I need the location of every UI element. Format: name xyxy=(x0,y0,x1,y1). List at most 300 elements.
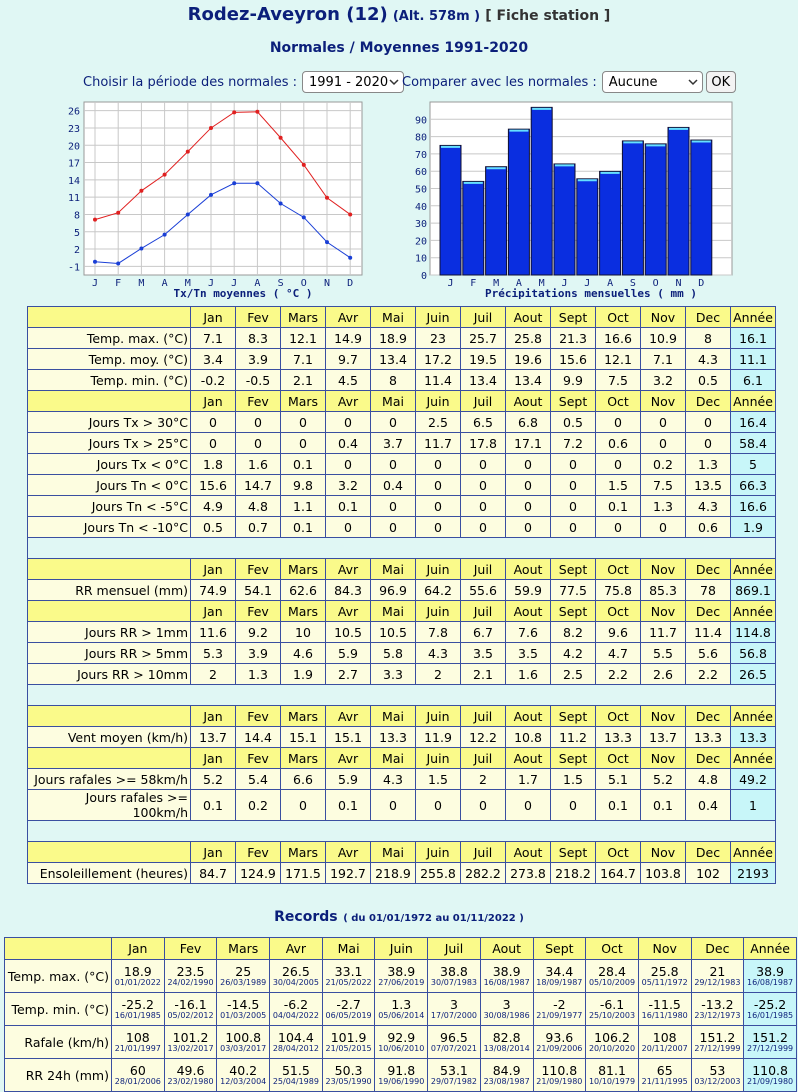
header-corner-cell xyxy=(28,391,191,412)
table-cell: 0 xyxy=(371,454,416,475)
y-tick-label: 11 xyxy=(67,193,80,205)
row-label: Ensoleillement (heures) xyxy=(28,863,191,884)
table-cell: 0 xyxy=(281,433,326,454)
compare-label: Comparer avec les normales : xyxy=(402,74,597,90)
month-header: Nov xyxy=(641,391,686,412)
record-value: 26.5 xyxy=(281,963,310,979)
header-corner-cell xyxy=(28,842,191,863)
x-tick-label: A xyxy=(515,278,522,289)
table-row xyxy=(28,790,776,821)
table-cell: 0 xyxy=(551,454,596,475)
record-value: 53.1 xyxy=(440,1062,468,1078)
month-header: Jan xyxy=(191,601,236,622)
record-cell xyxy=(691,1026,744,1059)
table-cell: 5.6 xyxy=(686,643,731,664)
month-header: Sept xyxy=(551,748,596,769)
table-cell: 0 xyxy=(416,517,461,538)
y-tick-label: 0 xyxy=(420,271,427,282)
month-header: Mars xyxy=(281,559,326,580)
precip-bar xyxy=(645,144,666,275)
precip-bar xyxy=(668,127,689,275)
table-cell: 84.7 xyxy=(191,863,236,884)
record-cell xyxy=(112,960,165,993)
month-header: Nov xyxy=(641,307,686,328)
month-header: Sept xyxy=(551,391,596,412)
table-cell: 0 xyxy=(641,433,686,454)
record-date: 23/05/1990 xyxy=(325,1076,372,1086)
record-date: 27/12/1999 xyxy=(747,1043,794,1053)
row-label: Vent moyen (km/h) xyxy=(28,727,191,748)
year-cell: 1.9 xyxy=(731,517,776,538)
month-header: Mars xyxy=(281,748,326,769)
table-cell: 11.9 xyxy=(416,727,461,748)
table-cell: 0.1 xyxy=(641,790,686,821)
table-cell: 0.5 xyxy=(551,412,596,433)
x-tick-label: S xyxy=(277,278,284,289)
record-date: 05/11/1972 xyxy=(641,977,688,987)
table-cell: 6.5 xyxy=(461,412,506,433)
x-tick-label: D xyxy=(698,278,705,289)
record-value: -13.2 xyxy=(701,996,734,1012)
spacer-row xyxy=(28,538,776,559)
records-header-row xyxy=(5,938,797,960)
table-cell: 7.1 xyxy=(641,349,686,370)
record-value: -14.5 xyxy=(227,996,260,1012)
x-tick-label: M xyxy=(184,278,191,289)
record-date: 16/01/1985 xyxy=(114,1010,161,1020)
records-title xyxy=(0,906,798,925)
x-tick-label: M xyxy=(538,278,545,289)
header-corner-cell xyxy=(5,938,112,960)
station-altitude: (Alt. 578m ) xyxy=(392,9,481,24)
table-cell: 10.9 xyxy=(641,328,686,349)
month-header: Juil xyxy=(461,559,506,580)
record-date: 19/06/1990 xyxy=(378,1076,425,1086)
table-cell: 74.9 xyxy=(191,580,236,601)
month-header: Juil xyxy=(461,842,506,863)
row-label: Jours RR > 10mm xyxy=(28,664,191,685)
record-value: 151.2 xyxy=(752,1029,788,1045)
table-cell: 255.8 xyxy=(416,863,461,884)
month-header: Fev xyxy=(164,938,217,960)
table-row xyxy=(28,622,776,643)
year-header: Année xyxy=(731,706,776,727)
record-date: 27/12/1999 xyxy=(694,1043,741,1053)
data-point xyxy=(93,218,97,222)
month-header: Jan xyxy=(191,559,236,580)
data-point xyxy=(163,173,167,177)
table-cell: 10.8 xyxy=(506,727,551,748)
month-header: Dec xyxy=(686,391,731,412)
y-tick-label: 23 xyxy=(67,123,80,135)
record-value: 82.8 xyxy=(492,1029,521,1045)
table-cell: 15.6 xyxy=(191,475,236,496)
record-value: 38.9 xyxy=(387,963,416,979)
record-cell xyxy=(638,1026,691,1059)
table-cell: 0.1 xyxy=(191,790,236,821)
record-cell xyxy=(428,993,481,1026)
month-header-row xyxy=(28,601,776,622)
month-header: Juil xyxy=(461,748,506,769)
record-value: -16.1 xyxy=(174,996,207,1012)
year-cell: 56.8 xyxy=(731,643,776,664)
record-value: 92.9 xyxy=(387,1029,416,1045)
record-value: -25.2 xyxy=(753,996,787,1012)
month-header-row xyxy=(28,307,776,328)
record-date: 05/02/2012 xyxy=(167,1010,214,1020)
month-header: Nov xyxy=(641,748,686,769)
month-header: Mai xyxy=(371,601,416,622)
table-cell: 1.9 xyxy=(281,664,326,685)
record-value: 101.9 xyxy=(330,1029,367,1045)
record-year-cell xyxy=(744,1059,797,1092)
normals-table xyxy=(27,306,776,884)
table-cell: 0 xyxy=(371,412,416,433)
table-cell: 0 xyxy=(461,790,506,821)
table-cell: 13.4 xyxy=(506,370,551,391)
record-date: 28/01/2006 xyxy=(114,1076,161,1086)
table-cell: 1.3 xyxy=(686,454,731,475)
record-cell xyxy=(217,1059,270,1092)
record-date: 21/09/1980 xyxy=(536,1076,583,1086)
table-cell: 6.7 xyxy=(461,622,506,643)
record-cell xyxy=(691,1059,744,1092)
table-row xyxy=(28,643,776,664)
record-value: -2 xyxy=(553,996,566,1012)
month-header: Oct xyxy=(596,601,641,622)
station-sheet-link[interactable]: [ Fiche station ] xyxy=(485,8,611,24)
table-cell: 0 xyxy=(326,454,371,475)
x-tick-label: S xyxy=(629,278,636,289)
month-header: Mai xyxy=(371,307,416,328)
data-point xyxy=(209,193,213,197)
month-header: Mai xyxy=(371,748,416,769)
month-header: Fev xyxy=(236,706,281,727)
record-cell xyxy=(428,960,481,993)
record-date: 16/01/1985 xyxy=(747,1010,794,1020)
table-cell: 10 xyxy=(281,622,326,643)
table-cell: 0 xyxy=(371,517,416,538)
table-cell: 4.6 xyxy=(281,643,326,664)
table-cell: 0 xyxy=(326,412,371,433)
record-value: 151.2 xyxy=(699,1029,736,1045)
month-header: Dec xyxy=(686,559,731,580)
record-cell xyxy=(691,993,744,1026)
data-point xyxy=(116,261,120,265)
record-value: 108 xyxy=(652,1029,677,1045)
table-cell: 5.8 xyxy=(371,643,416,664)
month-header: Oct xyxy=(596,307,641,328)
row-label: Temp. max. (°C) xyxy=(28,328,191,349)
precip-bar xyxy=(440,145,461,275)
table-cell: 8 xyxy=(371,370,416,391)
month-header: Oct xyxy=(596,842,641,863)
month-header: Juin xyxy=(416,559,461,580)
record-cell xyxy=(375,1059,428,1092)
table-cell: 3.4 xyxy=(191,349,236,370)
year-header: Année xyxy=(744,938,797,960)
record-value: 65 xyxy=(656,1062,673,1078)
table-cell: 7.8 xyxy=(416,622,461,643)
month-header: Fev xyxy=(236,307,281,328)
y-tick-label: 8 xyxy=(73,210,80,222)
record-cell xyxy=(164,1059,217,1092)
data-point xyxy=(348,256,352,260)
month-header: Mars xyxy=(281,307,326,328)
table-cell: 0 xyxy=(416,454,461,475)
row-label: Jours Tx < 0°C xyxy=(28,454,191,475)
y-tick-label: 20 xyxy=(414,236,427,248)
month-header: Juin xyxy=(416,842,461,863)
table-cell: 0.4 xyxy=(371,475,416,496)
table-cell: 14.4 xyxy=(236,727,281,748)
table-cell: 0.2 xyxy=(236,790,281,821)
table-cell: 2.2 xyxy=(686,664,731,685)
ok-button[interactable]: OK xyxy=(706,71,736,93)
year-cell: 58.4 xyxy=(731,433,776,454)
record-value: 3 xyxy=(449,996,458,1012)
table-cell: 7.2 xyxy=(551,433,596,454)
month-header: Juil xyxy=(461,391,506,412)
record-value: 25 xyxy=(235,963,252,979)
record-value: 96.5 xyxy=(440,1029,468,1045)
data-point xyxy=(93,260,97,264)
table-cell: 0.4 xyxy=(686,790,731,821)
record-cell xyxy=(270,993,323,1026)
table-cell: 5.5 xyxy=(641,643,686,664)
y-tick-label: 20 xyxy=(67,141,80,153)
month-header: Juin xyxy=(416,706,461,727)
year-cell: 16.1 xyxy=(731,328,776,349)
table-cell: 3.9 xyxy=(236,349,281,370)
table-cell: 2.7 xyxy=(326,664,371,685)
month-header: Dec xyxy=(686,601,731,622)
data-point xyxy=(302,215,306,219)
record-cell xyxy=(533,960,586,993)
data-point xyxy=(139,189,143,193)
compare-select[interactable] xyxy=(602,71,703,93)
record-value: 49.6 xyxy=(176,1062,205,1078)
table-cell: 0.1 xyxy=(281,454,326,475)
month-header: Fev xyxy=(236,559,281,580)
table-cell: 11.2 xyxy=(551,727,596,748)
table-cell: 9.6 xyxy=(596,622,641,643)
precip-bar xyxy=(622,141,643,275)
table-cell: 0 xyxy=(236,412,281,433)
chevron-down-icon xyxy=(688,79,698,86)
compare-selector xyxy=(402,71,736,93)
precip-bar xyxy=(577,179,598,275)
row-label: Jours RR > 5mm xyxy=(28,643,191,664)
table-cell: 17.1 xyxy=(506,433,551,454)
records-period: ( du 01/01/1972 au 01/11/2022 ) xyxy=(343,913,524,924)
record-cell xyxy=(322,960,375,993)
month-header: Mars xyxy=(217,938,270,960)
table-cell: 2.6 xyxy=(641,664,686,685)
month-header: Mars xyxy=(281,842,326,863)
period-selector xyxy=(83,71,404,93)
record-value: 93.6 xyxy=(545,1029,574,1045)
table-cell: 11.7 xyxy=(416,433,461,454)
month-header: Fev xyxy=(236,391,281,412)
record-year-cell xyxy=(744,1026,797,1059)
table-cell: 23 xyxy=(416,328,461,349)
year-header: Année xyxy=(731,748,776,769)
table-cell: 8.3 xyxy=(236,328,281,349)
record-cell xyxy=(480,1026,533,1059)
table-cell: 9.9 xyxy=(551,370,596,391)
month-header: Aout xyxy=(506,601,551,622)
record-value: 110.8 xyxy=(752,1062,788,1078)
table-cell: 0 xyxy=(686,433,731,454)
record-value: 28.4 xyxy=(598,963,626,979)
table-cell: 13.4 xyxy=(461,370,506,391)
table-cell: 0 xyxy=(461,517,506,538)
month-header: Sept xyxy=(551,706,596,727)
record-value: 84.9 xyxy=(492,1062,521,1078)
table-cell: 13.5 xyxy=(686,475,731,496)
record-value: 100.8 xyxy=(225,1029,262,1045)
year-cell: 114.8 xyxy=(731,622,776,643)
chart-title: Tx/Tn moyennes ( °C ) xyxy=(173,287,313,300)
x-tick-label: J xyxy=(231,278,238,289)
record-cell xyxy=(638,1059,691,1092)
table-cell: 1.5 xyxy=(416,769,461,790)
record-row xyxy=(5,993,797,1026)
table-cell: 0.1 xyxy=(596,790,641,821)
month-header: Jan xyxy=(191,842,236,863)
records-table xyxy=(4,937,797,1092)
record-cell xyxy=(164,960,217,993)
record-cell xyxy=(586,1026,639,1059)
month-header: Mai xyxy=(371,559,416,580)
table-cell: 15.1 xyxy=(326,727,371,748)
row-label: Jours RR > 1mm xyxy=(28,622,191,643)
table-row xyxy=(28,433,776,454)
month-header: Mai xyxy=(322,938,375,960)
table-cell: 6.8 xyxy=(506,412,551,433)
x-tick-label: A xyxy=(254,278,261,289)
row-label: Jours rafales >= 100km/h xyxy=(28,790,191,821)
month-header: Juil xyxy=(428,938,481,960)
table-cell: 0 xyxy=(551,517,596,538)
year-cell: 16.4 xyxy=(731,412,776,433)
record-value: 51.5 xyxy=(281,1062,310,1078)
table-cell: 0 xyxy=(461,475,506,496)
table-cell: 5.3 xyxy=(191,643,236,664)
table-cell: 4.5 xyxy=(326,370,371,391)
x-tick-label: N xyxy=(675,278,682,289)
month-header: Juil xyxy=(461,601,506,622)
table-cell: 2.5 xyxy=(416,412,461,433)
record-value: 18.9 xyxy=(123,963,152,979)
header-corner-cell xyxy=(28,601,191,622)
month-header-row xyxy=(28,559,776,580)
table-cell: 12.2 xyxy=(461,727,506,748)
month-header: Avr xyxy=(270,938,323,960)
table-cell: 0 xyxy=(641,517,686,538)
row-label: Jours rafales >= 58km/h xyxy=(28,769,191,790)
x-tick-label: M xyxy=(493,278,500,289)
y-tick-label: -1 xyxy=(67,262,80,274)
table-cell: 5.2 xyxy=(641,769,686,790)
record-cell xyxy=(164,993,217,1026)
table-cell: 2.2 xyxy=(596,664,641,685)
table-cell: 13.7 xyxy=(641,727,686,748)
year-cell: 11.1 xyxy=(731,349,776,370)
record-value: -11.5 xyxy=(648,996,681,1012)
table-cell: 1.6 xyxy=(236,454,281,475)
year-cell: 16.6 xyxy=(731,496,776,517)
precip-bar xyxy=(463,181,484,275)
table-row xyxy=(28,769,776,790)
month-header: Sept xyxy=(551,559,596,580)
table-cell: 64.2 xyxy=(416,580,461,601)
record-cell xyxy=(322,1059,375,1092)
record-date: 16/08/1987 xyxy=(483,977,530,987)
record-cell xyxy=(375,960,428,993)
data-point xyxy=(279,136,283,140)
y-tick-label: 17 xyxy=(67,158,80,170)
table-cell: 1.5 xyxy=(551,769,596,790)
table-cell: 2 xyxy=(191,664,236,685)
table-row xyxy=(28,328,776,349)
row-label: Jours Tx > 30°C xyxy=(28,412,191,433)
month-header: Oct xyxy=(596,391,641,412)
y-tick-label: 90 xyxy=(414,115,427,127)
table-cell: 3.5 xyxy=(506,643,551,664)
row-label: RR mensuel (mm) xyxy=(28,580,191,601)
table-cell: 218.9 xyxy=(371,863,416,884)
month-header: Fev xyxy=(236,842,281,863)
y-tick-label: 60 xyxy=(414,167,427,179)
record-date: 10/10/1979 xyxy=(588,1076,636,1086)
month-header: Nov xyxy=(638,938,691,960)
record-cell xyxy=(586,1059,639,1092)
y-tick-label: 10 xyxy=(414,253,427,265)
month-header: Nov xyxy=(641,601,686,622)
year-cell: 26.5 xyxy=(731,664,776,685)
year-cell: 1 xyxy=(731,790,776,821)
record-cell xyxy=(480,960,533,993)
table-cell: 55.6 xyxy=(461,580,506,601)
record-cell xyxy=(480,993,533,1026)
table-cell: 0.1 xyxy=(596,496,641,517)
table-cell: 11.4 xyxy=(416,370,461,391)
record-cell xyxy=(375,993,428,1026)
table-cell: 5.9 xyxy=(326,643,371,664)
record-value: 33.1 xyxy=(334,963,363,979)
precip-bar xyxy=(508,129,529,275)
table-cell: 9.8 xyxy=(281,475,326,496)
record-cell xyxy=(270,1059,323,1092)
record-date: 06/05/2019 xyxy=(325,1010,372,1020)
y-tick-label: 2 xyxy=(73,245,80,257)
month-header: Aout xyxy=(506,559,551,580)
records-heading: Records xyxy=(274,909,338,925)
table-cell: 2.5 xyxy=(551,664,596,685)
period-select[interactable] xyxy=(302,71,404,93)
record-value: 3 xyxy=(502,996,511,1012)
month-header: Mars xyxy=(281,706,326,727)
x-tick-label: J xyxy=(584,278,591,289)
table-cell: 1.6 xyxy=(506,664,551,685)
record-value: 38.9 xyxy=(756,963,785,979)
year-cell: 2193 xyxy=(731,863,776,884)
record-date: 03/03/2017 xyxy=(220,1043,267,1053)
year-header: Année xyxy=(731,842,776,863)
record-cell xyxy=(270,1026,323,1059)
